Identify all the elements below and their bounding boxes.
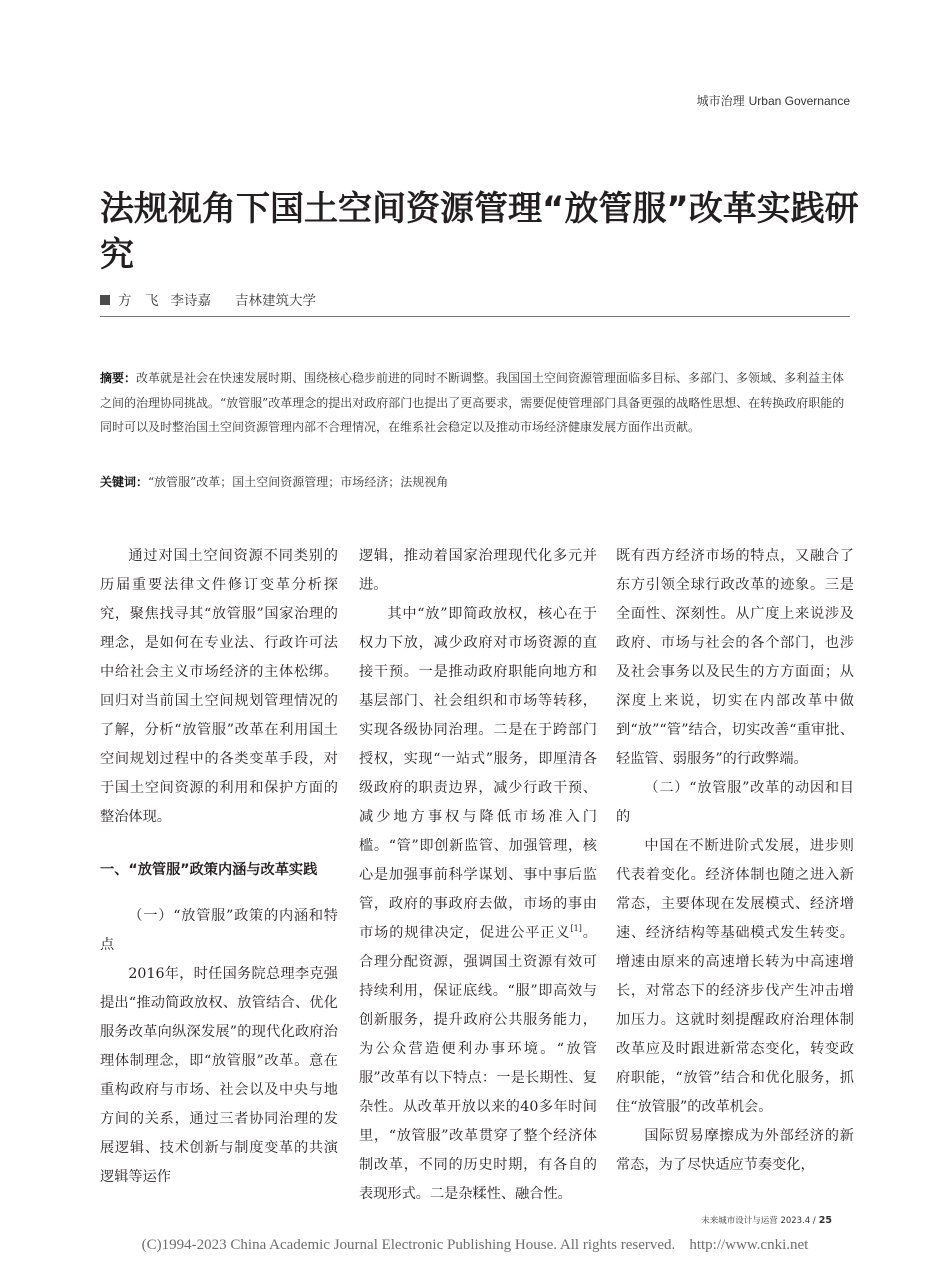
page-number: 25 bbox=[818, 1215, 832, 1226]
citation-ref: [1] bbox=[570, 924, 582, 933]
body-column-3 bbox=[616, 542, 854, 1180]
affiliation: 吉林建筑大学 bbox=[235, 293, 316, 309]
author-line bbox=[100, 289, 316, 309]
section-label-en: Urban Governance bbox=[748, 94, 850, 108]
cnki-url[interactable]: http://www.cnki.net bbox=[689, 1237, 809, 1253]
square-bullet-icon bbox=[100, 295, 110, 305]
subsection-heading: （二）“放管服”改革的动因和目的 bbox=[616, 780, 854, 825]
paragraph: 2016年，时任国务院总理李克强提出“推动简政放权、放管结合、优化服务改革向纵深发展”的现代化政府治理体制理念，即“放管服”改革。意在重构政府与市场、社会以及中央与地方间的关系，通过三者协同治理的发展逻辑、技术创新与制度变革的共演逻辑等运作 bbox=[100, 966, 338, 1185]
subsection-heading: （一）“放管服”政策的内涵和特点 bbox=[100, 908, 338, 953]
body-column-2 bbox=[359, 542, 597, 1209]
copyright-line bbox=[0, 1237, 950, 1254]
abstract bbox=[100, 366, 850, 440]
paragraph bbox=[359, 600, 597, 1209]
article-title: 法规视角下国土空间资源管理“放管服”改革实践研究 bbox=[100, 189, 859, 275]
paragraph: 既有西方经济市场的特点，又融合了东方引领全球行政改革的迹象。三是全面性、深刻性。从广度上来说涉及政府、市场与社会的各个部门，也涉及社会事务以及民生的方方面面；从深度上来说，切实在内部改革中做到“放”“管”结合，切实改善“重审批、轻监管、弱服务”的行政弊端。 bbox=[616, 548, 854, 767]
author-1: 方 飞 bbox=[118, 293, 159, 309]
issue-label: 2023.4 / bbox=[780, 1216, 816, 1226]
paragraph: 逻辑，推动着国家治理现代化多元并进。 bbox=[359, 548, 597, 593]
abstract-label: 摘要： bbox=[100, 371, 137, 385]
keywords-text: “放管服”改革；国土空间资源管理；市场经济；法规视角 bbox=[148, 475, 449, 489]
copyright-text: (C)1994-2023 China Academic Journal Electronic Publishing House. All rights reserved. bbox=[141, 1237, 676, 1253]
section-heading: 一、“放管服”政策内涵与改革实践 bbox=[100, 862, 318, 878]
body-column-1 bbox=[100, 542, 338, 1192]
keywords bbox=[100, 471, 850, 493]
abstract-text: 改革就是社会在快速发展时期、围绕核心稳步前进的同时不断调整。我国国土空间资源管理面临多目标、多部门、多领域、多利益主体之间的治理协同挑战。“放管服”改革理念的提出对政府部门也提出了更高要求，需要促使管理部门具备更强的战略性思想、在转换政府职能的同时可以及时整治国土空间资源管理内部不合理情况，在维系社会稳定以及推动市场经济健康发展方面作出贡献。 bbox=[100, 371, 845, 434]
author-2: 李诗嘉 bbox=[170, 293, 211, 309]
section-label bbox=[697, 92, 850, 109]
section-label-cn: 城市治理 bbox=[696, 94, 745, 108]
title-divider bbox=[100, 316, 850, 317]
journal-name: 未来城市设计与运营 bbox=[701, 1216, 778, 1226]
page-footer bbox=[701, 1214, 832, 1226]
paragraph: 通过对国土空间资源不同类别的历届重要法律文件修订变革分析探究，聚焦找寻其“放管服”国家治理的理念，是如何在专业法、行政许可法中给社会主义市场经济的主体松绑。回归对当前国土空间规划管理情况的了解，分析“放管服”改革在利用国土空间规划过程中的各类变革手段，对于国土空间资源的利用和保护方面的整治体现。 bbox=[100, 548, 338, 825]
paragraph: 国际贸易摩擦成为外部经济的新常态，为了尽快适应节奏变化， bbox=[616, 1128, 854, 1173]
paragraph-text: 其中“放”即简政放权，核心在于权力下放，减少政府对市场资源的直接干预。一是推动政府职能向地方和基层部门、社会组织和市场等转移，实现各级协同治理。二是在于跨部门授权，实现“一站式”服务，即厘清各级政府的职责边界，减少行政干预、减少地方事权与降低市场准入门槛。“管”即创新监管、加强管理，核心是加强事前科学谋划、事中事后监管，政府的事政府去做，市场的事由市场的规律决定，促进公平正义 bbox=[359, 606, 597, 941]
paragraph-text: 。合理分配资源，强调国土资源有效可持续利用，保证底线。“服”即高效与创新服务，提升政府公共服务能力，为公众营造便利办事环境。“放管服”改革有以下特点：一是长期性、复杂性。从改革开放以来的40多年时间里，“放管服”改革贯穿了整个经济体制改革，不同的历史时期，有各自的表现形式。二是杂糅性、融合性。 bbox=[359, 925, 597, 1202]
keywords-label: 关键词： bbox=[100, 475, 149, 489]
paragraph: 中国在不断进阶式发展，进步则代表着变化。经济体制也随之进入新常态，主要体现在发展模式、经济增速、经济结构等基础模式发生转变。增速由原来的高速增长转为中高速增长，对常态下的经济步伐产生冲击增加压力。这就时刻提醒政府治理体制改革应及时跟进新常态变化，转变政府职能，“放管”结合和优化服务，抓住“放管服”的改革机会。 bbox=[616, 838, 854, 1115]
